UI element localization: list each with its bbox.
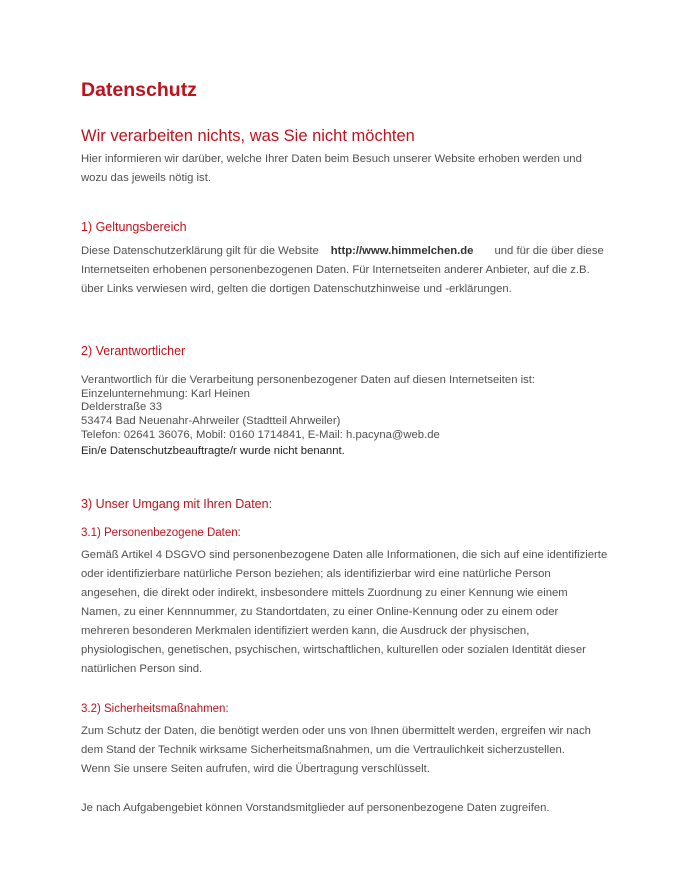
security-paragraph [81, 722, 591, 779]
personal-data-line: angesehen, die direkt oder indirekt, insbesondere mittels Zuordnung zu einer Kennung wie einem [81, 587, 568, 599]
subsection-heading-personal-data: 3.1) Personenbezogene Daten: [81, 527, 241, 539]
section-heading-scope: 1) Geltungsbereich [81, 220, 187, 234]
scope-line [81, 242, 604, 261]
subsection-heading-security: 3.2) Sicherheitsmaßnahmen: [81, 703, 229, 715]
intro-paragraph [81, 150, 582, 188]
controller-intro: Verantwortlich für die Verarbeitung personenbezogener Daten auf diesen Internetseiten ist: [81, 374, 536, 386]
personal-data-line: Gemäß Artikel 4 DSGVO sind personenbezogene Daten alle Informationen, die sich auf eine identifizierte [81, 549, 608, 561]
section-heading-data-handling: 3) Unser Umgang mit Ihren Daten: [81, 497, 273, 511]
personal-data-line: physiologischen, genetischen, psychischen, wirtschaftlichen, kulturellen oder sozialen Identität dieser [81, 644, 586, 656]
personal-data-paragraph [81, 546, 607, 679]
controller-line: 53474 Bad Neuenahr-Ahrweiler (Stadtteil Ahrweiler) [81, 415, 341, 428]
intro-line: wozu das jeweils nötig ist. [81, 172, 211, 184]
page-title: Datenschutz [81, 79, 197, 101]
scope-line: Internetseiten erhobenen personenbezogenen Daten. Für Internetseiten anderer Anbieter, auf die z.B. [81, 264, 590, 276]
personal-data-line: natürlichen Person sind. [81, 663, 203, 675]
intro-line: Hier informieren wir darüber, welche Ihrer Daten beim Besuch unserer Website erhoben werden und [81, 153, 582, 165]
personal-data-line: Namen, zu einer Kennnummer, zu Standortdaten, zu einer Online-Kennung oder zu einem oder [81, 606, 559, 618]
controller-block [81, 374, 535, 458]
security-line: Zum Schutz der Daten, die benötigt werden oder uns von Ihnen übermittelt werden, ergreifen wir nach [81, 725, 591, 737]
dpo-notice: Ein/e Datenschutzbeauftragte/r wurde nicht benannt. [81, 444, 345, 457]
page-subtitle: Wir verarbeiten nichts, was Sie nicht möchten [81, 127, 415, 145]
controller-line: Delderstraße 33 [81, 401, 162, 414]
personal-data-line: mehreren besonderen Merkmalen identifiziert werden kann, die Ausdruck der physischen, [81, 625, 530, 637]
controller-contact: Telefon: 02641 36076, Mobil: 0160 1714841, E-Mail: h.pacyna@web.de [81, 428, 440, 441]
scope-line: über Links verwiesen wird, gelten die dortigen Datenschutzhinweise und -erklärungen. [81, 283, 512, 295]
access-notice: Je nach Aufgabengebiet können Vorstandsmitglieder auf personenbezogene Daten zugreifen. [81, 802, 550, 814]
controller-line: Einzelunternehmung: Karl Heinen [81, 387, 250, 400]
scope-text-post: und für die über diese [494, 245, 604, 257]
security-line: Wenn Sie unsere Seiten aufrufen, wird die Übertragung verschlüsselt. [81, 763, 430, 775]
scope-paragraph [81, 242, 604, 299]
section-heading-controller: 2) Verantwortlicher [81, 344, 186, 358]
scope-text-pre: Diese Datenschutzerklärung gilt für die Website [81, 245, 319, 257]
personal-data-line: oder identifizierbare natürliche Person beziehen; als identifizierbar wird eine natürliche Person [81, 568, 551, 580]
website-url-link[interactable]: http://www.himmelchen.de [330, 245, 474, 257]
security-line: dem Stand der Technik wirksame Sicherheitsmaßnahmen, um die Vertraulichkeit sicherzustellen. [81, 744, 565, 756]
